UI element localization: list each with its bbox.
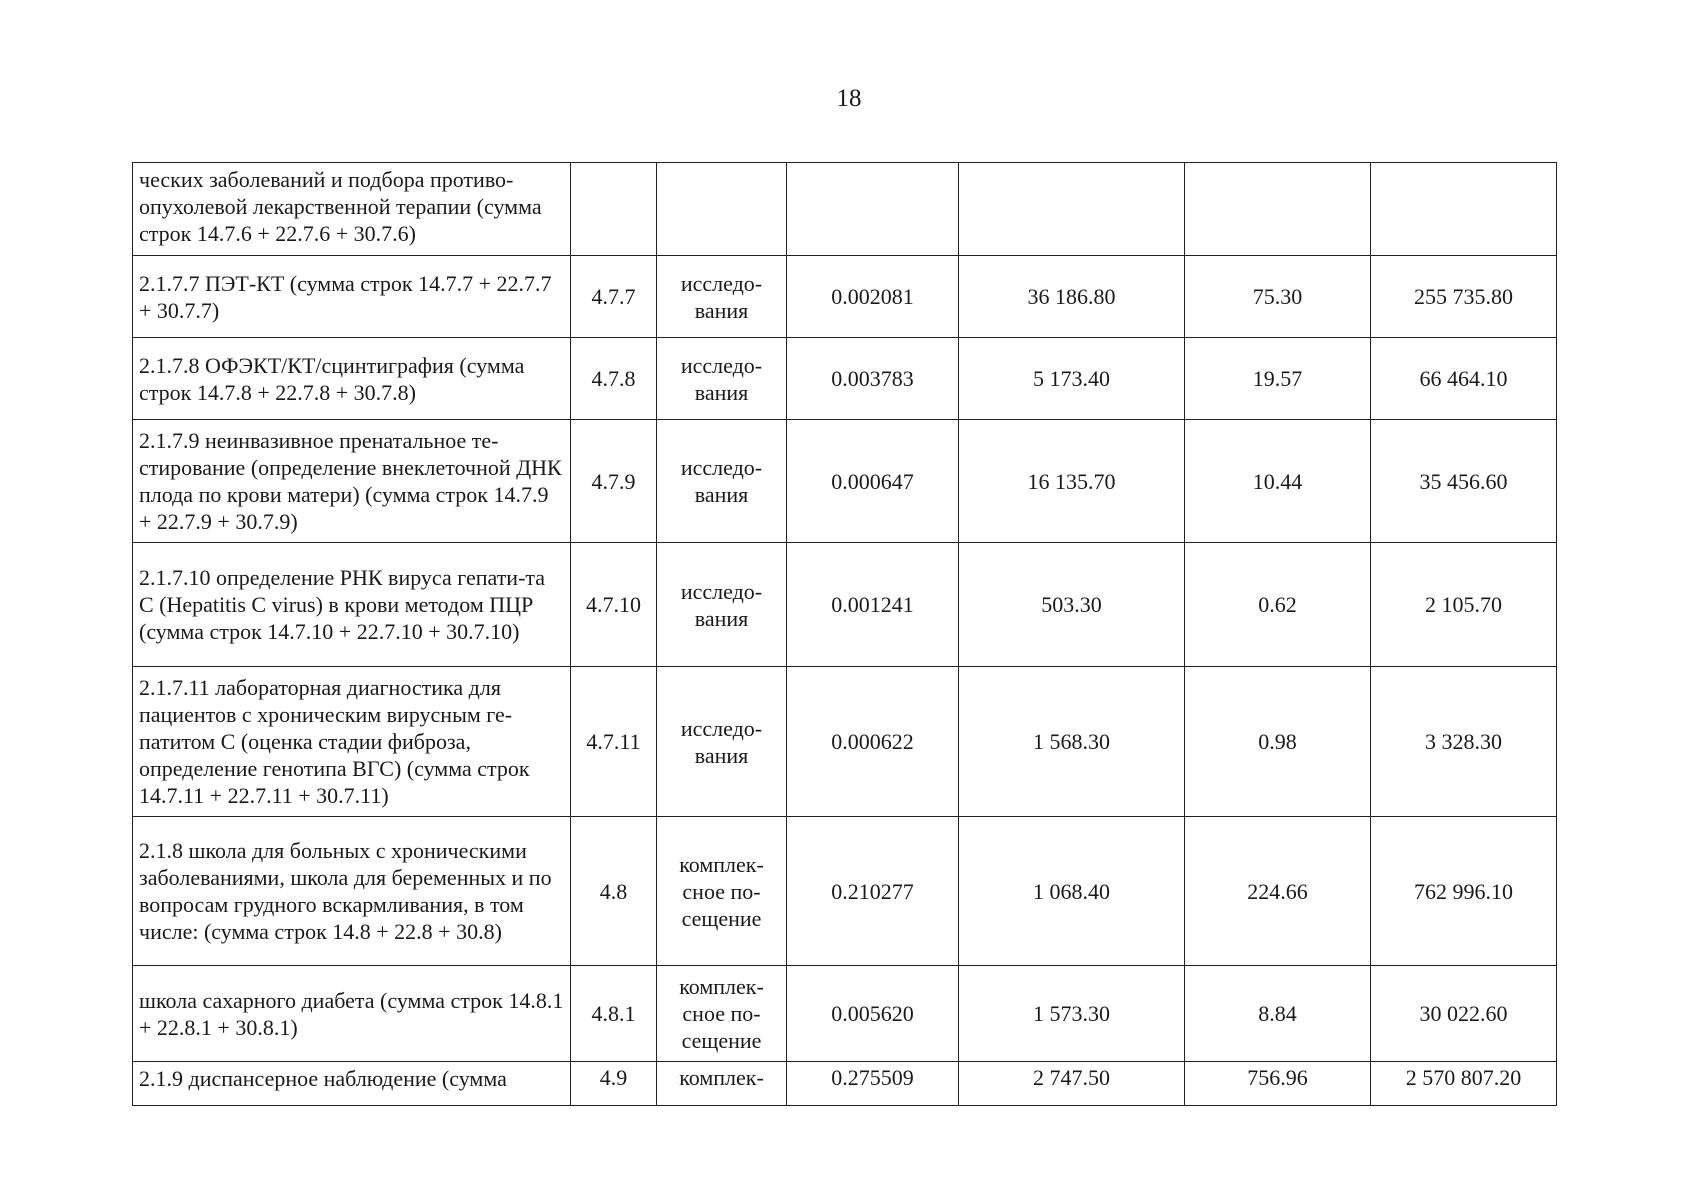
row-value-2: 5 173.40: [959, 338, 1185, 420]
row-value-1: 0.005620: [787, 966, 959, 1062]
page-number: 18: [836, 85, 862, 112]
table-row: [133, 338, 1557, 420]
row-value-4: 3 328.30: [1371, 667, 1557, 817]
row-value-3: 19.57: [1185, 338, 1371, 420]
row-value-3: 0.62: [1185, 543, 1371, 667]
row-name: 2.1.9 диспансерное наблюдение (сумма: [133, 1062, 571, 1106]
row-name: 2.1.7.11 лабораторная диагностика для пациентов с хроническим вирусным ге-патитом С (оценка стадии фиброза, определение генотипа ВГС) (сумма строк 14.7.11 + 22.7.11 + 30.7.11): [133, 667, 571, 817]
row-value-3: 8.84: [1185, 966, 1371, 1062]
table-row: [133, 543, 1557, 667]
row-code: 4.8: [571, 817, 657, 966]
data-table: [132, 162, 1557, 1106]
row-value-2: 36 186.80: [959, 256, 1185, 338]
row-value-4: 30 022.60: [1371, 966, 1557, 1062]
row-value-4: 2 570 807.20: [1371, 1062, 1557, 1106]
row-value-1: 0.275509: [787, 1062, 959, 1106]
row-name: 2.1.7.8 ОФЭКТ/КТ/сцинтиграфия (сумма строк 14.7.8 + 22.7.8 + 30.7.8): [133, 338, 571, 420]
row-value-4: 255 735.80: [1371, 256, 1557, 338]
row-unit: исследо-вания: [657, 420, 787, 543]
row-value-4: 66 464.10: [1371, 338, 1557, 420]
row-value-2: [959, 163, 1185, 256]
table-row: [133, 256, 1557, 338]
row-value-4: 35 456.60: [1371, 420, 1557, 543]
row-value-1: 0.000647: [787, 420, 959, 543]
row-value-2: 1 068.40: [959, 817, 1185, 966]
table-row: [133, 420, 1557, 543]
table-row: [133, 1062, 1557, 1106]
row-unit: исследо-вания: [657, 543, 787, 667]
table-row: [133, 667, 1557, 817]
row-value-3: [1185, 163, 1371, 256]
row-code: 4.7.9: [571, 420, 657, 543]
row-unit: исследо-вания: [657, 667, 787, 817]
row-name: 2.1.7.7 ПЭТ-КТ (сумма строк 14.7.7 + 22.7.7 + 30.7.7): [133, 256, 571, 338]
row-unit: комплек-сное по-сещение: [657, 817, 787, 966]
row-value-1: 0.000622: [787, 667, 959, 817]
row-unit: исследо-вания: [657, 256, 787, 338]
row-unit: комплек-сное по-сещение: [657, 966, 787, 1062]
row-value-2: 1 568.30: [959, 667, 1185, 817]
row-value-3: 756.96: [1185, 1062, 1371, 1106]
row-code: 4.7.7: [571, 256, 657, 338]
row-name: ческих заболеваний и подбора противо-опухолевой лекарственной терапии (сумма строк 14.7.6 + 22.7.6 + 30.7.6): [133, 163, 571, 256]
row-unit: [657, 163, 787, 256]
row-code: 4.9: [571, 1062, 657, 1106]
row-value-4: [1371, 163, 1557, 256]
row-value-3: 75.30: [1185, 256, 1371, 338]
row-value-2: 503.30: [959, 543, 1185, 667]
table-row: [133, 817, 1557, 966]
row-value-2: 2 747.50: [959, 1062, 1185, 1106]
row-code: 4.8.1: [571, 966, 657, 1062]
row-value-3: 10.44: [1185, 420, 1371, 543]
row-value-2: 16 135.70: [959, 420, 1185, 543]
row-unit: комплек-: [657, 1062, 787, 1106]
row-code: 4.7.8: [571, 338, 657, 420]
row-code: [571, 163, 657, 256]
row-name: 2.1.7.10 определение РНК вируса гепати-та С (Hepatitis C virus) в крови методом ПЦР (сумма строк 14.7.10 + 22.7.10 + 30.7.10): [133, 543, 571, 667]
row-name: 2.1.7.9 неинвазивное пренатальное те-стирование (определение внеклеточной ДНК плода по крови матери) (сумма строк 14.7.9 + 22.7.9 + 30.7.9): [133, 420, 571, 543]
row-unit: исследо-вания: [657, 338, 787, 420]
table-row: [133, 163, 1557, 256]
row-value-1: 0.210277: [787, 817, 959, 966]
row-value-2: 1 573.30: [959, 966, 1185, 1062]
table-row: [133, 966, 1557, 1062]
row-code: 4.7.11: [571, 667, 657, 817]
row-name: 2.1.8 школа для больных с хроническими заболеваниями, школа для беременных и по вопросам грудного вскармливания, в том числе: (сумма строк 14.8 + 22.8 + 30.8): [133, 817, 571, 966]
row-value-1: 0.002081: [787, 256, 959, 338]
row-value-3: 0.98: [1185, 667, 1371, 817]
row-value-4: 762 996.10: [1371, 817, 1557, 966]
row-value-1: 0.001241: [787, 543, 959, 667]
row-name: школа сахарного диабета (сумма строк 14.8.1 + 22.8.1 + 30.8.1): [133, 966, 571, 1062]
row-value-1: 0.003783: [787, 338, 959, 420]
row-value-4: 2 105.70: [1371, 543, 1557, 667]
row-value-1: [787, 163, 959, 256]
row-code: 4.7.10: [571, 543, 657, 667]
row-value-3: 224.66: [1185, 817, 1371, 966]
